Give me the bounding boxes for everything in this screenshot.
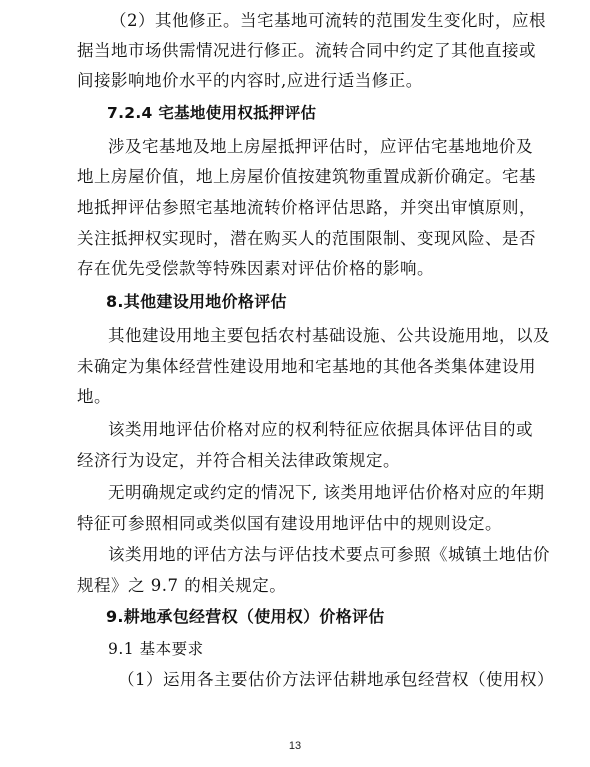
paragraph-line: 该类用地的评估方法与评估技术要点可参照《城镇土地估价: [108, 545, 550, 564]
section-heading: 9.耕地承包经营权（使用权）价格评估: [106, 607, 385, 626]
paragraph-line: 间接影响地价水平的内容时,应进行适当修正。: [77, 71, 423, 90]
paragraph-line: 地抵押评估参照宅基地流转价格评估思路，并突出审慎原则，: [77, 198, 536, 217]
section-heading: 8.其他建设用地价格评估: [106, 292, 287, 311]
paragraph-line: （2）其他修正。当宅基地可流转的范围发生变化时，应根: [110, 11, 546, 30]
paragraph-line: 该类用地评估价格对应的权利特征应依据具体评估目的或: [108, 420, 533, 439]
paragraph-line: 关注抵押权实现时，潜在购买人的范围限制、变现风险、是否: [77, 229, 536, 248]
paragraph-line: 地。: [77, 387, 111, 406]
page-number: 13: [288, 740, 302, 752]
paragraph-line: 据当地市场供需情况进行修正。流转合同中约定了其他直接或: [77, 41, 536, 60]
paragraph-line: 存在优先受偿款等特殊因素对评估价格的影响。: [77, 259, 434, 278]
paragraph-line: （1）运用各主要估价方法评估耕地承包经营权（使用权）: [118, 670, 554, 689]
paragraph-line: 无明确规定或约定的情况下, 该类用地评估价格对应的年期: [108, 483, 545, 502]
paragraph-line: 地上房屋价值，地上房屋价值按建筑物重置成新价确定。宅基: [77, 167, 536, 186]
paragraph-line: 特征可参照相同或类似国有建设用地评估中的规则设定。: [77, 514, 502, 533]
section-heading: 7.2.4 宅基地使用权抵押评估: [107, 104, 317, 122]
paragraph-line: 未确定为集体经营性建设用地和宅基地的其他各类集体建设用: [77, 357, 536, 376]
subsection-heading: 9.1 基本要求: [108, 640, 204, 658]
paragraph-line: 其他建设用地主要包括农村基础设施、公共设施用地，以及: [108, 326, 550, 345]
paragraph-line: 涉及宅基地及地上房屋抵押评估时，应评估宅基地地价及: [108, 137, 533, 156]
paragraph-line: 规程》之 9.7 的相关规定。: [77, 576, 287, 595]
paragraph-line: 经济行为设定，并符合相关法律政策规定。: [77, 451, 400, 470]
